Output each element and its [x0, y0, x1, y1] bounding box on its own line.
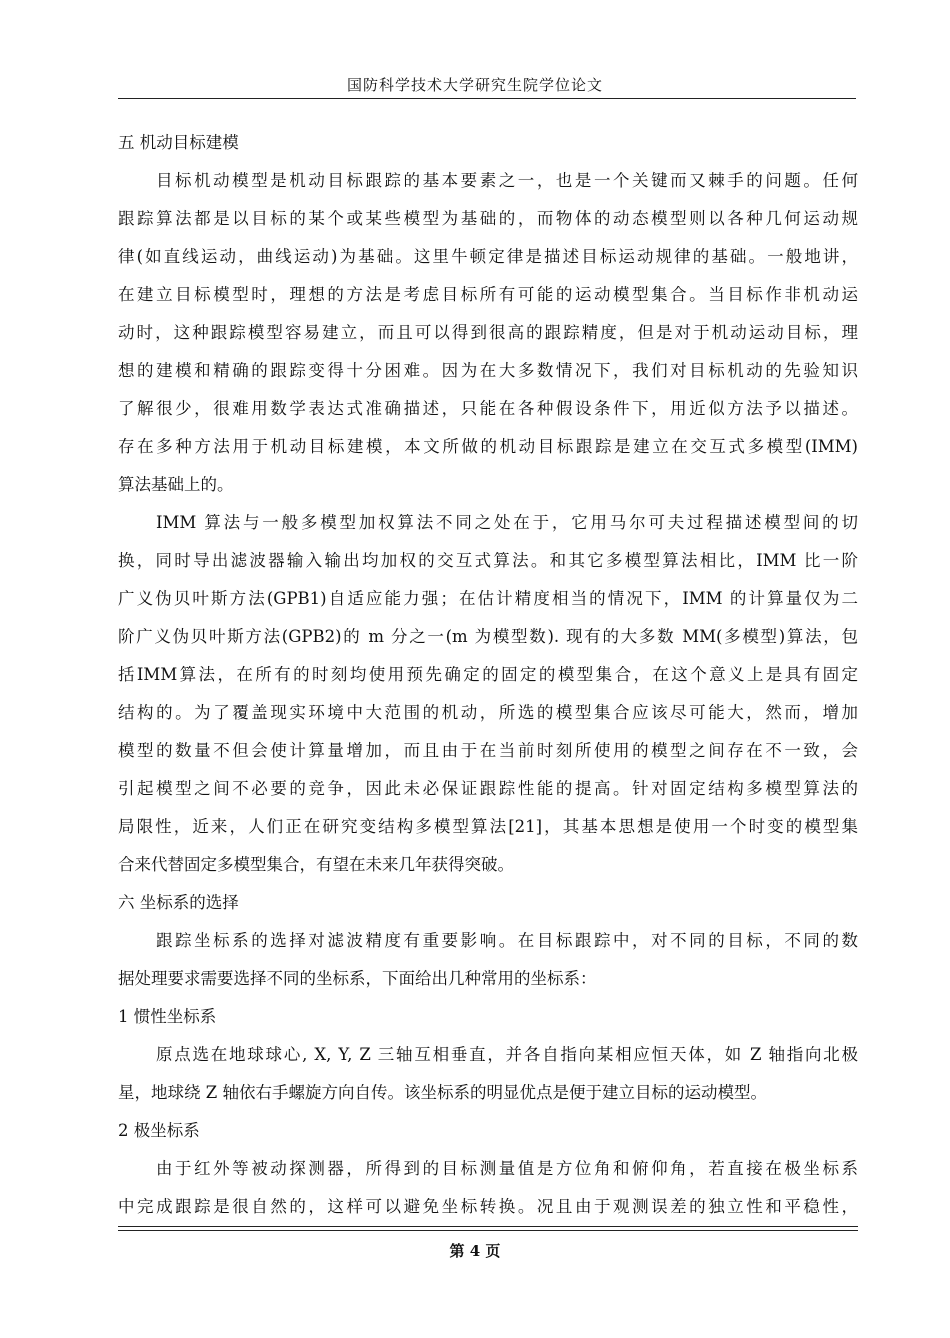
paragraph-line: 据处理要求需要选择不同的坐标系，下面给出几种常用的坐标系：	[118, 969, 597, 988]
paragraph-line: 在建立目标模型时，理想的方法是考虑目标所有可能的运动模型集合。当目标作非机动运	[118, 285, 858, 304]
paragraph-line: IMM 算法与一般多模型加权算法不同之处在于，它用马尔可夫过程描述模型间的切	[156, 513, 858, 532]
paragraph-line: 中完成跟踪是很自然的，这样可以避免坐标转换。况且由于观测误差的独立性和平稳性，	[118, 1197, 858, 1216]
page-number: 第 4 页	[449, 1242, 501, 1260]
paragraph-line: 合来代替固定多模型集合，有望在未来几年获得突破。	[118, 855, 514, 874]
footer-rule	[118, 1226, 858, 1227]
paragraph-line: 由于红外等被动探测器，所得到的目标测量值是方位角和俯仰角，若直接在极坐标系	[156, 1159, 858, 1178]
paragraph-line: 算法基础上的。	[118, 475, 234, 494]
paragraph-line: 模型的数量不但会使计算量增加，而且由于在当前时刻所使用的模型之间存在不一致，会	[118, 741, 858, 760]
subsection-1-heading: 1 惯性坐标系	[118, 1007, 217, 1026]
paragraph-line: 存在多种方法用于机动目标建模，本文所做的机动目标跟踪是建立在交互式多模型(IMM)	[118, 437, 858, 456]
paragraph-line: 想的建模和精确的跟踪变得十分困难。因为在大多数情况下，我们对目标机动的先验知识	[118, 361, 858, 380]
section-6-heading: 六 坐标系的选择	[118, 893, 239, 912]
paragraph-line: 引起模型之间不必要的竞争，因此未必保证跟踪性能的提高。针对固定结构多模型算法的	[118, 779, 858, 798]
paragraph-line: 原点选在地球球心, X, Y, Z 三轴互相垂直，并各自指向某相应恒天体，如 Z 轴指向北极	[156, 1045, 858, 1064]
header-rule	[118, 98, 856, 99]
paragraph-line: 了解很少，很难用数学表达式准确描述，只能在各种假设条件下，用近似方法予以描述。	[118, 399, 858, 418]
paragraph-line: 跟踪算法都是以目标的某个或某些模型为基础的，而物体的动态模型则以各种几何运动规	[118, 209, 858, 228]
paragraph-line: 动时，这种跟踪模型容易建立，而且可以得到很高的跟踪精度，但是对于机动运动目标，理	[118, 323, 858, 342]
paragraph-line: 结构的。为了覆盖现实环境中大范围的机动，所选的模型集合应该尽可能大，然而，增加	[118, 703, 858, 722]
paragraph-line: 广义伪贝叶斯方法(GPB1)自适应能力强；在估计精度相当的情况下，IMM 的计算量仅为二	[118, 589, 858, 608]
footer-rule	[118, 1230, 858, 1231]
paragraph-line: 跟踪坐标系的选择对滤波精度有重要影响。在目标跟踪中，对不同的目标，不同的数	[156, 931, 858, 950]
paragraph-line: 局限性，近来，人们正在研究变结构多模型算法[21]，其基本思想是使用一个时变的模型集	[118, 817, 858, 836]
section-5-heading: 五 机动目标建模	[118, 133, 239, 152]
paragraph-line: 括IMM算法，在所有的时刻均使用预先确定的固定的模型集合，在这个意义上是具有固定	[118, 665, 858, 684]
paragraph-line: 星，地球绕 Z 轴依右手螺旋方向自传。该坐标系的明显优点是便于建立目标的运动模型。	[118, 1083, 767, 1102]
paragraph-line: 阶广义伪贝叶斯方法(GPB2)的 m 分之一(m 为模型数). 现有的大多数 MM(多模型)算法，包	[118, 627, 858, 646]
paragraph-line: 律(如直线运动，曲线运动)为基础。这里牛顿定律是描述目标运动规律的基础。一般地讲，	[118, 247, 858, 266]
paragraph-line: 目标机动模型是机动目标跟踪的基本要素之一，也是一个关键而又棘手的问题。任何	[156, 171, 858, 190]
subsection-2-heading: 2 极坐标系	[118, 1121, 200, 1140]
paragraph-line: 换，同时导出滤波器输入输出均加权的交互式算法。和其它多模型算法相比，IMM 比一阶	[118, 551, 858, 570]
running-header: 国防科学技术大学研究生院学位论文	[346, 76, 603, 94]
